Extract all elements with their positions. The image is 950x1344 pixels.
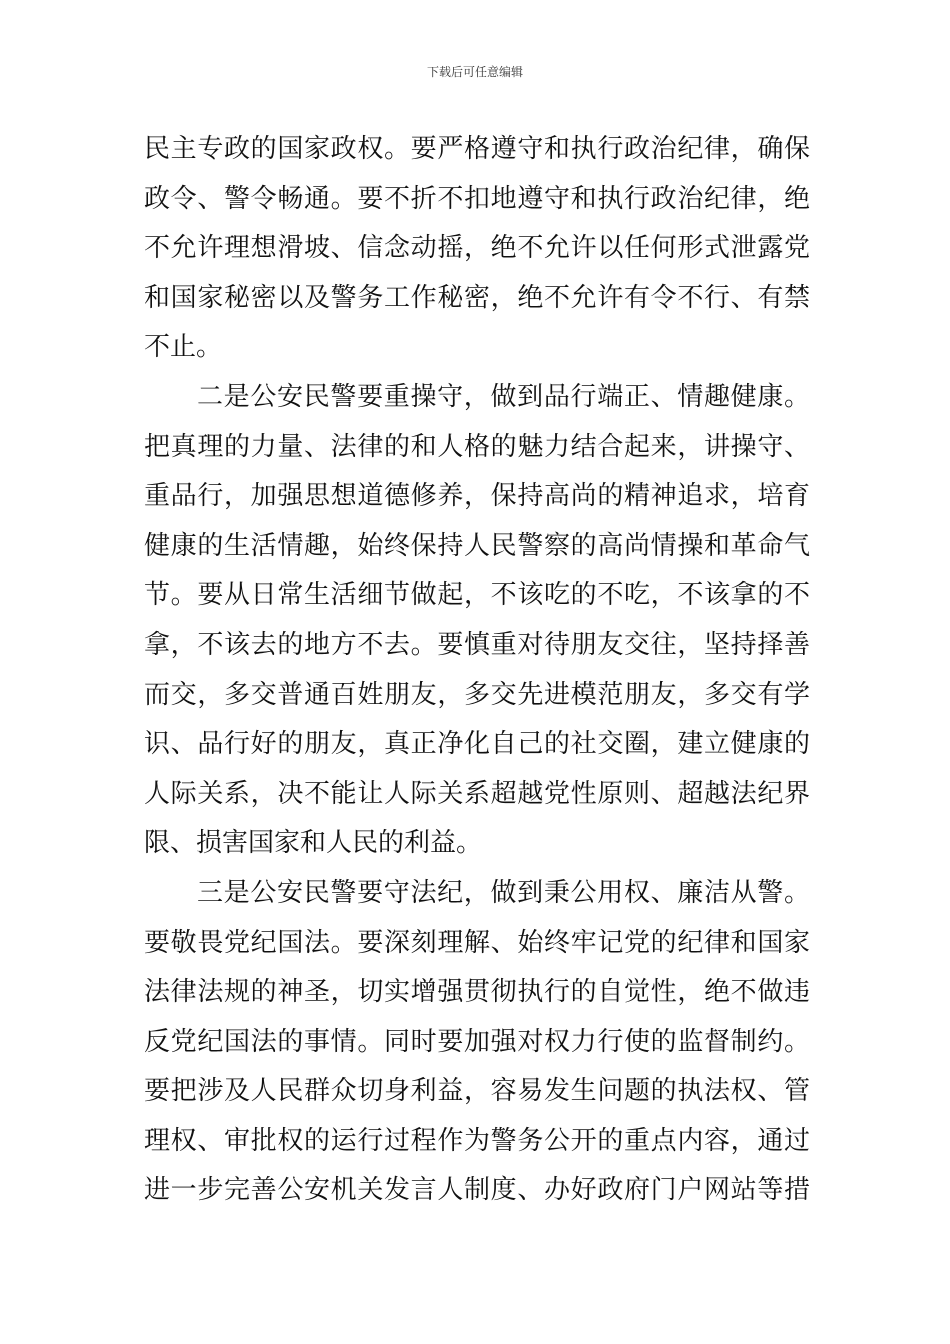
text-line: 节。要从日常生活细节做起，不该吃的不吃，不该拿的不 [144,580,810,611]
text-line: 和国家秘密以及警务工作秘密，绝不允许有令不行、有禁 [144,282,810,313]
text-line: 人际关系，决不能让人际关系超越党性原则、超越法纪界 [144,778,810,809]
text-line: 而交，多交普通百姓朋友，多交先进模范朋友，多交有学 [144,679,810,710]
document-body [144,125,810,1216]
text-line: 政令、警令畅通。要不折不扣地遵守和执行政治纪律，绝 [144,183,810,214]
text-line: 理权、审批权的运行过程作为警务公开的重点内容，通过 [144,1125,810,1156]
text-line: 要敬畏党纪国法。要深刻理解、始终牢记党的纪律和国家 [144,927,810,958]
text-line: 三是公安民警要守法纪，做到秉公用权、廉洁从警。 [197,877,810,908]
text-line: 进一步完善公安机关发言人制度、办好政府门户网站等措 [144,1175,810,1206]
text-line: 反党纪国法的事情。同时要加强对权力行使的监督制约。 [144,1026,810,1057]
text-line: 把真理的力量、法律的和人格的魅力结合起来，讲操守、 [144,431,810,462]
text-line: 健康的生活情趣，始终保持人民警察的高尚情操和革命气 [144,530,810,561]
text-line: 不止。 [144,332,223,363]
text-line: 民主专政的国家政权。要严格遵守和执行政治纪律，确保 [144,134,810,164]
text-line: 不允许理想滑坡、信念动摇，绝不允许以任何形式泄露党 [144,233,810,264]
text-line: 法律法规的神圣，切实增强贯彻执行的自觉性，绝不做违 [144,977,810,1008]
text-line: 限、损害国家和人民的利益。 [144,828,483,859]
text-line: 识、品行好的朋友，真正净化自己的社交圈，建立健康的 [144,729,810,760]
text-line: 重品行，加强思想道德修养，保持高尚的精神追求，培育 [144,481,810,512]
page-header: 下载后可任意编辑 [426,65,523,79]
text-line: 要把涉及人民群众切身利益，容易发生问题的执法权、管 [144,1076,810,1107]
text-line: 拿，不该去的地方不去。要慎重对待朋友交往，坚持择善 [144,629,810,660]
text-line: 二是公安民警要重操守，做到品行端正、情趣健康。 [197,381,810,412]
